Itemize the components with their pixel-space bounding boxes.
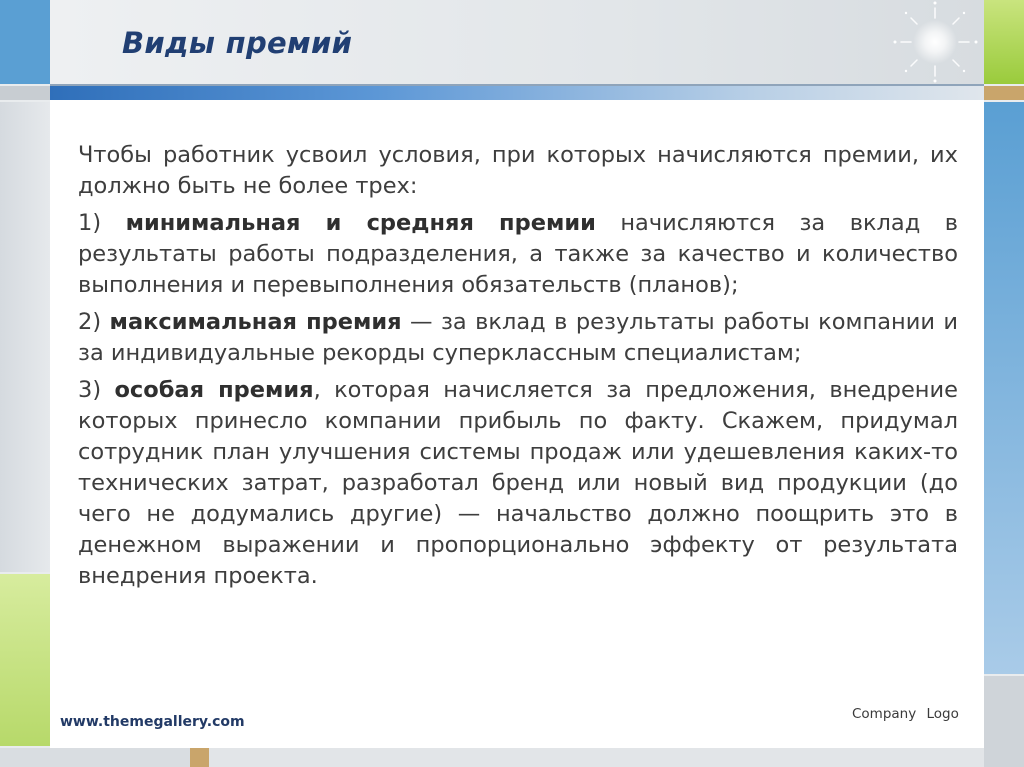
list-item bbox=[78, 208, 958, 301]
list-item bbox=[78, 307, 958, 369]
frame-right-blue bbox=[984, 102, 1024, 674]
bottom-strip bbox=[50, 748, 984, 767]
item-text: — за вклад в результаты работы компании и за индивидуальные рекорды суперклассным специалистам; bbox=[78, 309, 959, 366]
slide-title: Виды премий bbox=[122, 26, 353, 60]
frame-left-green bbox=[0, 574, 50, 746]
item-number: 2) bbox=[78, 309, 102, 335]
list-item bbox=[78, 375, 958, 592]
header-blue-bar bbox=[50, 86, 984, 100]
frame-left-strip-1 bbox=[0, 86, 50, 100]
item-bold-term: минимальная и средняя премии bbox=[125, 210, 596, 236]
website-link[interactable]: www.themegallery.com bbox=[60, 714, 245, 730]
frame-right-green-top bbox=[984, 0, 1024, 84]
frame-left-bottom bbox=[0, 748, 50, 767]
item-bold-term: особая премия bbox=[114, 377, 314, 403]
item-number: 1) bbox=[78, 210, 102, 236]
item-text: , которая начисляется за предложения, внедрение которых принесло компании прибыль по факту. Скажем, придумал сотрудник план улучшения системы продаж или удешевления каких-то технических затрат, разработал бренд или новый вид продукции (до чего не додумались другие) — начальство должно поощрить это в денежном выражении и пропорционально эффекту от результата внедрения проекта. bbox=[78, 377, 958, 589]
item-number: 3) bbox=[78, 377, 102, 403]
intro-paragraph: Чтобы работник усвоил условия, при которых начисляются премии, их должно быть не более трех: bbox=[78, 142, 958, 199]
frame-left-panel-grey bbox=[0, 102, 50, 572]
sparkle-decoration-icon bbox=[890, 0, 984, 84]
frame-right-grey-bottom bbox=[984, 676, 1024, 767]
frame-top-left-blue bbox=[0, 0, 50, 84]
item-text: начисляются за вклад в результаты работы подразделения, а также за качество и количество выполнения и перевыполнения обязательств (планов); bbox=[78, 210, 958, 298]
frame-right-tan bbox=[984, 86, 1024, 100]
company-logo-text: Company Logo bbox=[852, 706, 959, 722]
item-bold-term: максимальная премия bbox=[109, 309, 402, 335]
slide-body bbox=[78, 140, 958, 598]
